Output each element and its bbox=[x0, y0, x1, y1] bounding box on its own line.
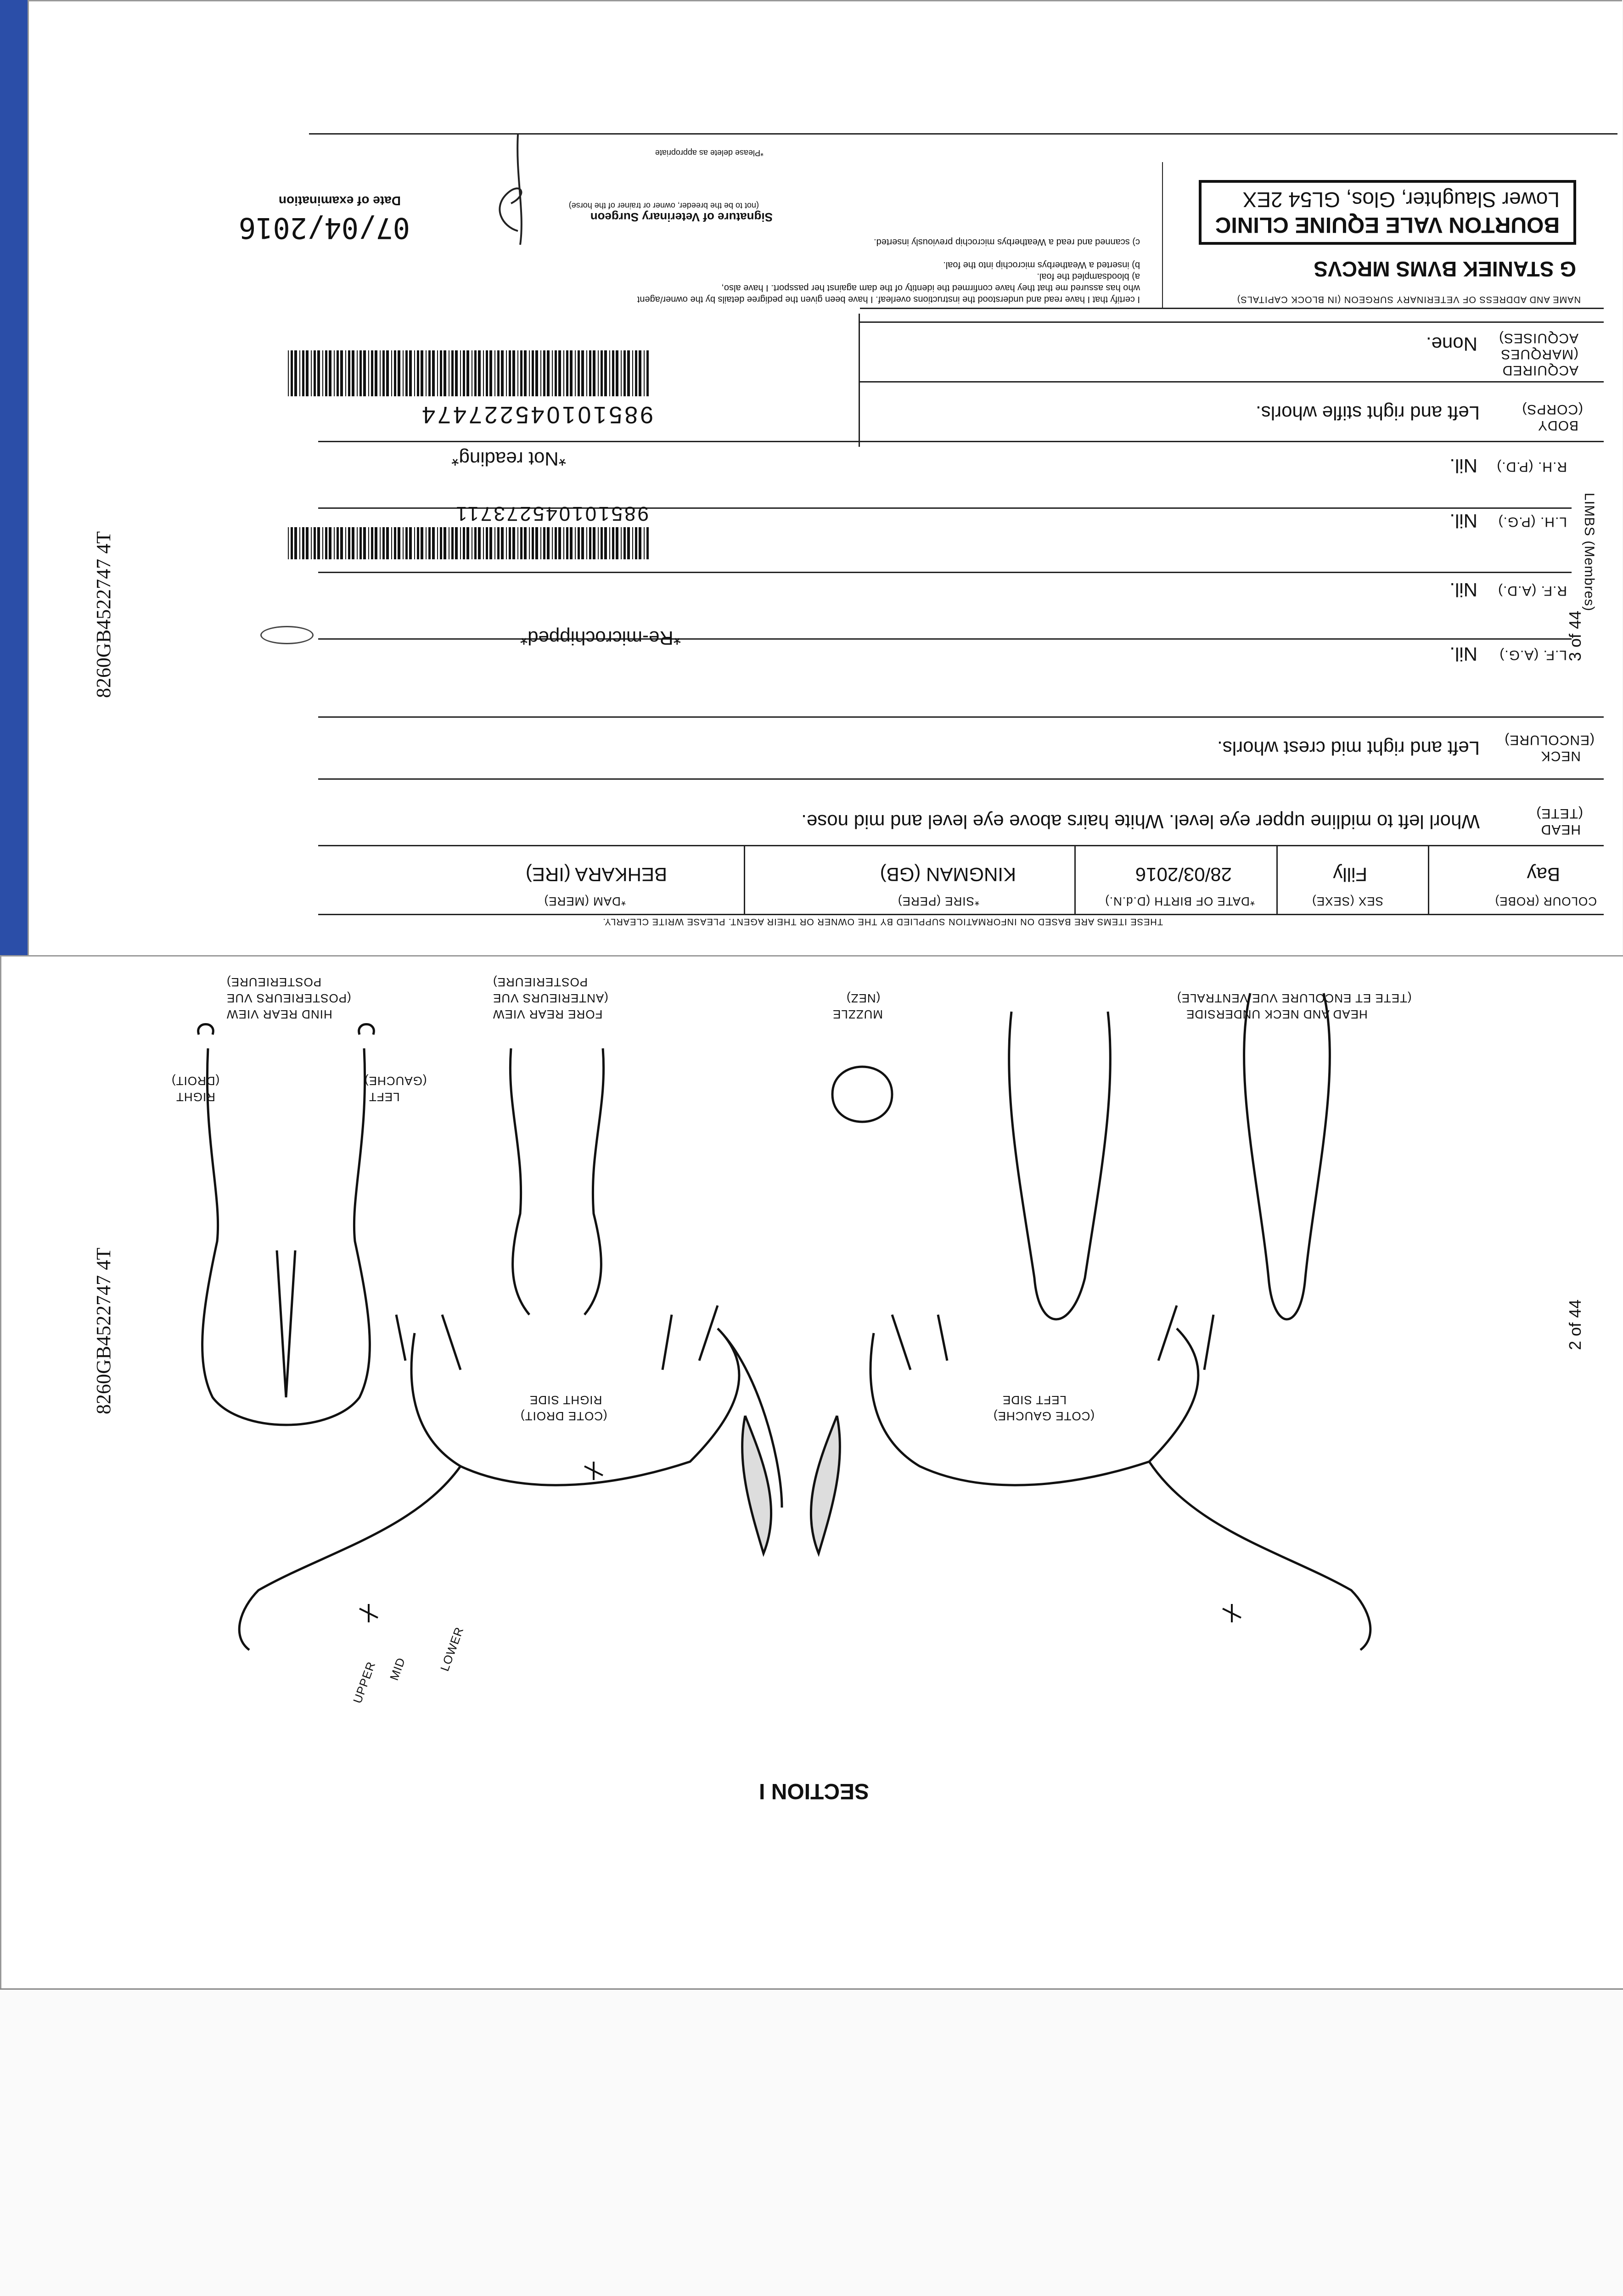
rule bbox=[860, 381, 1604, 383]
passport-number-top: 8260GB4522747 4T bbox=[92, 531, 115, 698]
right-side-fr: (COTE DROIT) bbox=[520, 1409, 607, 1423]
clinic-name: BOURTON VALE EQUINE CLINIC bbox=[1215, 213, 1560, 237]
page-number-top: 3 of 44 bbox=[1566, 610, 1584, 661]
hind-rear-fr2: POSTERIEURE) bbox=[226, 975, 322, 989]
head-label-fr: (TETE) bbox=[1536, 806, 1583, 821]
rule bbox=[318, 778, 1604, 780]
fore-rear-fr2: POSTERIEURE) bbox=[493, 975, 588, 989]
hind-rear-label: HIND REAR VIEW bbox=[226, 1007, 332, 1021]
clinic-address: Lower Slaughter, Glos, GL54 2EX bbox=[1242, 188, 1560, 212]
passport-page-3 bbox=[28, 0, 1622, 962]
signature-label: Signature of Veterinary Surgeon bbox=[590, 210, 773, 224]
mid-label: MID bbox=[387, 1655, 408, 1683]
rule bbox=[860, 321, 1604, 323]
rule bbox=[318, 441, 1604, 442]
acquired-label: ACQUIRED bbox=[1502, 363, 1578, 378]
vet-clinic-stamp bbox=[1199, 180, 1576, 245]
body-label-fr: (CORPS) bbox=[1522, 402, 1583, 417]
rechip-barcode bbox=[286, 527, 649, 559]
colour-value: Bay bbox=[1527, 864, 1560, 885]
certify-line-2: who has assured me that they have confirmed the identity of the dam against her passport. I have also, bbox=[721, 283, 1140, 293]
head-neck-fr: (TETE ET ENCOLURE VUE VENTRALE) bbox=[1177, 991, 1412, 1005]
chip-sticker-icon bbox=[260, 626, 314, 644]
left-label: LEFT bbox=[369, 1090, 400, 1104]
rule bbox=[318, 638, 1572, 640]
right-label-fr: (DROIT) bbox=[171, 1074, 220, 1088]
upper-label: UPPER bbox=[350, 1660, 378, 1705]
exam-date-label: Date of examination bbox=[278, 194, 401, 208]
rf-value: Nil. bbox=[1449, 579, 1477, 601]
vet-name: G STANIEK BVMS MRCVS bbox=[1314, 257, 1576, 281]
identification-form bbox=[29, 1, 1622, 961]
rule bbox=[309, 133, 1617, 135]
rule bbox=[859, 314, 860, 447]
hind-rear-fr1: (POSTERIEURS VUE bbox=[226, 991, 351, 1005]
left-side-label: LEFT SIDE bbox=[1002, 1393, 1067, 1407]
right-side-label: RIGHT SIDE bbox=[529, 1393, 602, 1407]
rule bbox=[318, 914, 1604, 915]
rule bbox=[744, 846, 745, 915]
rechip-number: 985101045273711 bbox=[454, 502, 649, 525]
lh-label: L.H. (P.G.) bbox=[1498, 514, 1567, 529]
neck-label: NECK bbox=[1540, 748, 1581, 764]
delete-note: *Please delete as appropriate bbox=[655, 148, 764, 158]
passport-number-bottom: 8260GB4522747 4T bbox=[92, 1248, 115, 1414]
rule bbox=[318, 572, 1572, 573]
rh-value: Nil. bbox=[1449, 455, 1477, 477]
original-barcode bbox=[286, 350, 649, 396]
vet-name-label: NAME AND ADDRESS OF VETERINARY SURGEON (IN BLOCK CAPITALS) bbox=[1236, 294, 1581, 304]
neck-label-fr: (ENCOLURE) bbox=[1504, 732, 1595, 748]
certify-line-4: b) inserted a Weatherbys microchip into the foal. bbox=[943, 260, 1140, 270]
lf-value: Nil. bbox=[1449, 643, 1477, 665]
muzzle-label: MUZZLE bbox=[832, 1007, 883, 1021]
fore-rear-label: FORE REAR VIEW bbox=[493, 1007, 603, 1021]
certify-line-1: I certify that I have read and understood the instructions overleaf. I have been given the pedigree details by the owner/agent bbox=[637, 294, 1140, 304]
rule bbox=[318, 716, 1604, 718]
sire-label: *SIRE (PERE) bbox=[897, 895, 979, 908]
sex-label: SEX (SEXE) bbox=[1312, 895, 1383, 908]
left-side-fr: (COTE GAUCHE) bbox=[993, 1409, 1095, 1423]
rule bbox=[1428, 846, 1429, 915]
rh-label: R.H. (P.D.) bbox=[1496, 459, 1567, 474]
original-chip-number: 985101045227474 bbox=[420, 401, 653, 428]
binder-edge bbox=[0, 0, 28, 974]
rule bbox=[1074, 846, 1076, 915]
head-neck-label: HEAD AND NECK UNDERSIDE bbox=[1186, 1007, 1368, 1021]
page-number-bottom: 2 of 44 bbox=[1566, 1299, 1584, 1350]
fore-rear-fr1: (ANTERIEURS VUE bbox=[493, 991, 608, 1005]
dam-value: BEHKARA (IRE) bbox=[525, 864, 667, 885]
sire-value: KINGMAN (GB) bbox=[880, 864, 1016, 885]
horse-diagram bbox=[1, 957, 1623, 1990]
dob-value: 28/03/2016 bbox=[1135, 864, 1232, 885]
head-label: HEAD bbox=[1540, 822, 1581, 837]
rule bbox=[1162, 162, 1163, 309]
rechip-note: *Re-microchipped* bbox=[520, 627, 681, 649]
neck-value: Left and right mid crest whorls. bbox=[1217, 737, 1480, 759]
muzzle-label-fr: (NEZ) bbox=[846, 991, 881, 1005]
colour-label: COLOUR (ROBE) bbox=[1494, 895, 1597, 908]
dam-label: *DAM (MERE) bbox=[544, 895, 626, 908]
not-reading-note: *Not reading* bbox=[451, 448, 566, 470]
left-label-fr: (GAUCHE) bbox=[364, 1074, 427, 1088]
head-value: Whorl left to midline upper eye level. White hairs above eye level and mid nose. bbox=[801, 811, 1480, 833]
right-label: RIGHT bbox=[176, 1090, 215, 1104]
passport-page-2 bbox=[0, 955, 1623, 1991]
rule bbox=[1276, 846, 1278, 915]
acquired-value: None. bbox=[1426, 333, 1477, 355]
section-title: SECTION I bbox=[759, 1779, 870, 1803]
exam-date: 07/04/2016 bbox=[238, 211, 410, 245]
rule bbox=[318, 845, 1604, 846]
certify-line-5: c) scanned and read a Weatherbys microchip previously inserted. bbox=[874, 237, 1140, 247]
acquired-label-fr1: (MARQUES bbox=[1500, 347, 1578, 362]
body-label: BODY bbox=[1537, 418, 1578, 433]
body-value: Left and right stifle whorls. bbox=[1256, 402, 1480, 424]
lf-label: L.F. (A.G.) bbox=[1499, 647, 1567, 663]
rf-label: R.F. (A.D.) bbox=[1498, 583, 1567, 598]
certify-line-3: a) bloodsampled the foal. bbox=[1037, 271, 1140, 281]
signature-mark bbox=[483, 130, 539, 249]
dob-label: *DATE OF BIRTH (D.d.N.) bbox=[1105, 895, 1255, 908]
limbs-label: LIMBS (Membres) bbox=[1582, 493, 1597, 612]
signature-sub: (not to be the breeder, owner or trainer of the horse) bbox=[568, 201, 759, 210]
acquired-label-fr2: ACQUISES) bbox=[1498, 331, 1578, 346]
lh-value: Nil. bbox=[1449, 510, 1477, 532]
lower-label: LOWER bbox=[438, 1625, 466, 1673]
scanner-bed-margin bbox=[0, 1988, 1623, 2296]
rule bbox=[860, 308, 1604, 309]
header-note: THESE ITEMS ARE BASED ON INFORMATION SUPPLIED BY THE OWNER OR THEIR AGENT. PLEASE WRITE CLEARLY. bbox=[602, 917, 1163, 927]
sex-value: Filly bbox=[1333, 864, 1367, 885]
